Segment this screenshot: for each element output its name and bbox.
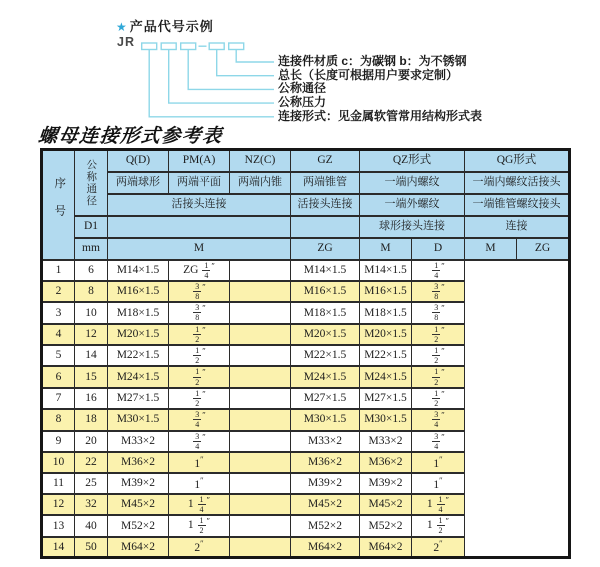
cell-zg: $\frac{1}{2}$ ″: [169, 345, 230, 366]
table-row: [42, 302, 570, 323]
cell-dn: 16: [75, 388, 108, 409]
cell-qz-d: M20×1.5: [291, 324, 360, 345]
cell-qg-m: M30×1.5: [360, 409, 412, 430]
cell-m: M39×2: [108, 473, 169, 494]
cell-qg-zg: $\frac{1}{2}$ ″: [412, 388, 465, 409]
cell-qz-d: M24×1.5: [291, 366, 360, 387]
cell-zg: 1″: [169, 473, 230, 494]
connector-line: [149, 50, 274, 117]
cell-seq: 10: [42, 452, 75, 473]
table-row: [42, 537, 570, 558]
cell-seq: 12: [42, 494, 75, 515]
cell-qz-m: [230, 324, 291, 345]
header-empty-gz: [291, 216, 360, 238]
cell-qz-d: M52×2: [291, 515, 360, 536]
table-row: [42, 366, 570, 387]
cell-qz-m: [230, 409, 291, 430]
cell-zg: $\frac{1}{2}$ ″: [169, 366, 230, 387]
cell-zg: 2″: [169, 537, 230, 558]
header-desc-pma: 两端平面: [169, 172, 230, 194]
col-header-qg: QG形式: [465, 150, 570, 172]
cell-qg-zg: $\frac{3}{8}$ ″: [412, 302, 465, 323]
table-row: [42, 452, 570, 473]
cell-seq: 7: [42, 388, 75, 409]
cell-qg-m: M27×1.5: [360, 388, 412, 409]
cell-m: M20×1.5: [108, 324, 169, 345]
cell-m: M64×2: [108, 537, 169, 558]
cell-zg: $\frac{1}{2}$ ″: [169, 388, 230, 409]
cell-seq: 5: [42, 345, 75, 366]
cell-qg-m: M24×1.5: [360, 366, 412, 387]
cell-qz-d: M22×1.5: [291, 345, 360, 366]
cell-qz-m: [230, 281, 291, 302]
table-row: [42, 324, 570, 345]
cell-m: M36×2: [108, 452, 169, 473]
connector-line: [236, 50, 274, 62]
cell-qg-zg: $\frac{1}{4}$ ″: [412, 260, 465, 281]
header-mode-union: 活接头连接: [108, 194, 291, 216]
cell-m: M22×1.5: [108, 345, 169, 366]
cell-qg-m: M45×2: [360, 494, 412, 515]
table-row: [42, 260, 570, 281]
cell-qz-m: [230, 345, 291, 366]
cell-qg-zg: 1 $\frac{1}{2}$ ″: [412, 515, 465, 536]
cell-qz-m: [230, 452, 291, 473]
cell-qg-m: M22×1.5: [360, 345, 412, 366]
cell-m: M18×1.5: [108, 302, 169, 323]
cell-seq: 11: [42, 473, 75, 494]
cell-qg-zg: 1″: [412, 452, 465, 473]
header-mode-qg: 一端锥管螺纹接头: [465, 194, 570, 216]
col-header-qz: QZ形式: [360, 150, 465, 172]
connector-line: [169, 50, 274, 103]
cell-qg-m: M20×1.5: [360, 324, 412, 345]
header-sub-m-wide: M: [108, 238, 291, 260]
code-box: [142, 43, 157, 50]
header-mode-qz: 一端外螺纹: [360, 194, 465, 216]
cell-qg-zg: $\frac{1}{2}$ ″: [412, 324, 465, 345]
reference-table-wrap: [40, 148, 571, 559]
cell-qg-m: M52×2: [360, 515, 412, 536]
cell-qz-d: M36×2: [291, 452, 360, 473]
cell-qz-d: M39×2: [291, 473, 360, 494]
header-desc-gz: 两端锥管: [291, 172, 360, 194]
code-prefix: JR: [117, 35, 135, 49]
diagram-label-3: 公称压力: [278, 95, 327, 110]
table-row: [42, 431, 570, 452]
connector-line: [217, 50, 274, 76]
cell-qg-m: M64×2: [360, 537, 412, 558]
code-box: [181, 43, 196, 50]
cell-m: M45×2: [108, 494, 169, 515]
header-mode-gz: 活接头连接: [291, 194, 360, 216]
header-desc-qz: 一端内螺纹: [360, 172, 465, 194]
cell-qg-m: M36×2: [360, 452, 412, 473]
cell-seq: 2: [42, 281, 75, 302]
header-sub-qz-d: D: [412, 238, 465, 260]
header-sub-qg-m: M: [465, 238, 517, 260]
cell-dn: 50: [75, 537, 108, 558]
header-desc-nzc: 两端内锥: [230, 172, 291, 194]
col-header-pma: PM(A): [169, 150, 230, 172]
cell-qg-zg: $\frac{3}{4}$ ″: [412, 409, 465, 430]
cell-qg-zg: 1″: [412, 473, 465, 494]
cell-seq: 1: [42, 260, 75, 281]
col-header-dn-label: 公称通径: [85, 158, 98, 207]
reference-table: [40, 148, 571, 559]
table-row: [42, 473, 570, 494]
cell-dn: 25: [75, 473, 108, 494]
cell-qz-d: M14×1.5: [291, 260, 360, 281]
cell-m: M16×1.5: [108, 281, 169, 302]
cell-qz-m: [230, 515, 291, 536]
cell-qz-m: [230, 473, 291, 494]
header-sub-qg-zg: ZG: [517, 238, 570, 260]
table-row: [42, 515, 570, 536]
cell-qg-m: M33×2: [360, 431, 412, 452]
cell-qz-d: M27×1.5: [291, 388, 360, 409]
cell-seq: 9: [42, 431, 75, 452]
cell-zg: $\frac{3}{4}$ ″: [169, 431, 230, 452]
cell-seq: 8: [42, 409, 75, 430]
header-desc-qg: 一端内螺纹活接头: [465, 172, 570, 194]
star-icon: ★: [116, 20, 128, 34]
diagram-label-0: 连接件材质 c：为碳钢 b：为不锈钢: [278, 54, 467, 68]
cell-qz-m: [230, 260, 291, 281]
diagram-labels: [278, 55, 482, 123]
cell-m: M14×1.5: [108, 260, 169, 281]
cell-qg-m: M39×2: [360, 473, 412, 494]
cell-qz-d: M45×2: [291, 494, 360, 515]
header-desc-qd: 两端球形: [108, 172, 169, 194]
diagram-title-text: 产品代号示例: [129, 19, 214, 34]
code-box: [209, 43, 224, 50]
cell-qz-m: [230, 431, 291, 452]
code-box: [161, 43, 176, 50]
header-sub-qz-m: M: [360, 238, 412, 260]
cell-seq: 3: [42, 302, 75, 323]
header-mm: mm: [75, 238, 108, 260]
cell-m: M27×1.5: [108, 388, 169, 409]
cell-seq: 13: [42, 515, 75, 536]
header-d1: D1: [75, 216, 108, 238]
cell-m: M24×1.5: [108, 366, 169, 387]
header-empty-left: [108, 216, 291, 238]
cell-dn: 40: [75, 515, 108, 536]
cell-dn: 32: [75, 494, 108, 515]
cell-qg-zg: $\frac{3}{8}$ ″: [412, 281, 465, 302]
diagram-label-1: 总长（长度可根据用户要求定制）: [278, 67, 459, 82]
col-header-nzc: NZ(C): [230, 150, 291, 172]
diagram-label-4: 连接形式：见金属软管常用结构形式表: [278, 108, 483, 123]
table-row: [42, 388, 570, 409]
cell-qg-m: M18×1.5: [360, 302, 412, 323]
cell-qg-zg: 2″: [412, 537, 465, 558]
cell-qz-d: M30×1.5: [291, 409, 360, 430]
cell-dn: 6: [75, 260, 108, 281]
cell-zg: $\frac{3}{8}$ ″: [169, 302, 230, 323]
table-row: [42, 345, 570, 366]
cell-qg-zg: $\frac{3}{4}$ ″: [412, 431, 465, 452]
header-sub-zg: ZG: [291, 238, 360, 260]
cell-m: M33×2: [108, 431, 169, 452]
cell-qg-zg: $\frac{1}{2}$ ″: [412, 345, 465, 366]
cell-m: M30×1.5: [108, 409, 169, 430]
cell-qz-m: [230, 388, 291, 409]
table-title: 螺母连接形式参考表: [37, 125, 224, 147]
table-row: [42, 281, 570, 302]
cell-qz-m: [230, 494, 291, 515]
cell-seq: 4: [42, 324, 75, 345]
cell-m: M52×2: [108, 515, 169, 536]
cell-zg: ZG $\frac{1}{4}$ ″: [169, 260, 230, 281]
cell-dn: 12: [75, 324, 108, 345]
cell-dn: 14: [75, 345, 108, 366]
col-header-gz: GZ: [291, 150, 360, 172]
cell-seq: 6: [42, 366, 75, 387]
diagram-label-2: 公称通径: [278, 81, 327, 96]
cell-zg: 1 $\frac{1}{4}$ ″: [169, 494, 230, 515]
cell-dn: 8: [75, 281, 108, 302]
cell-qz-d: M33×2: [291, 431, 360, 452]
cell-zg: $\frac{3}{4}$ ″: [169, 409, 230, 430]
cell-zg: 1 $\frac{1}{2}$ ″: [169, 515, 230, 536]
cell-qg-zg: $\frac{1}{2}$ ″: [412, 366, 465, 387]
cell-dn: 22: [75, 452, 108, 473]
cell-qz-m: [230, 366, 291, 387]
header-conn-qz: 球形接头连接: [360, 216, 465, 238]
col-header-seq: [42, 150, 75, 260]
col-header-qd: Q(D): [108, 150, 169, 172]
code-box: [229, 43, 244, 50]
header-conn-qg: 连接: [465, 216, 570, 238]
cell-qz-d: M18×1.5: [291, 302, 360, 323]
cell-qz-m: [230, 537, 291, 558]
cell-dn: 18: [75, 409, 108, 430]
cell-qz-d: M16×1.5: [291, 281, 360, 302]
cell-qg-m: M16×1.5: [360, 281, 412, 302]
cell-qz-m: [230, 302, 291, 323]
cell-dn: 10: [75, 302, 108, 323]
cell-zg: 1″: [169, 452, 230, 473]
cell-qz-d: M64×2: [291, 537, 360, 558]
cell-dn: 15: [75, 366, 108, 387]
col-header-dn: [75, 150, 108, 216]
cell-zg: $\frac{3}{8}$ ″: [169, 281, 230, 302]
cell-zg: $\frac{1}{2}$ ″: [169, 324, 230, 345]
cell-qg-zg: 1 $\frac{1}{4}$ ″: [412, 494, 465, 515]
table-row: [42, 409, 570, 430]
cell-seq: 14: [42, 537, 75, 558]
col-header-seq-label: 序号: [53, 177, 66, 233]
table-row: [42, 494, 570, 515]
cell-dn: 20: [75, 431, 108, 452]
connector-line: [188, 50, 274, 89]
cell-qg-m: M14×1.5: [360, 260, 412, 281]
